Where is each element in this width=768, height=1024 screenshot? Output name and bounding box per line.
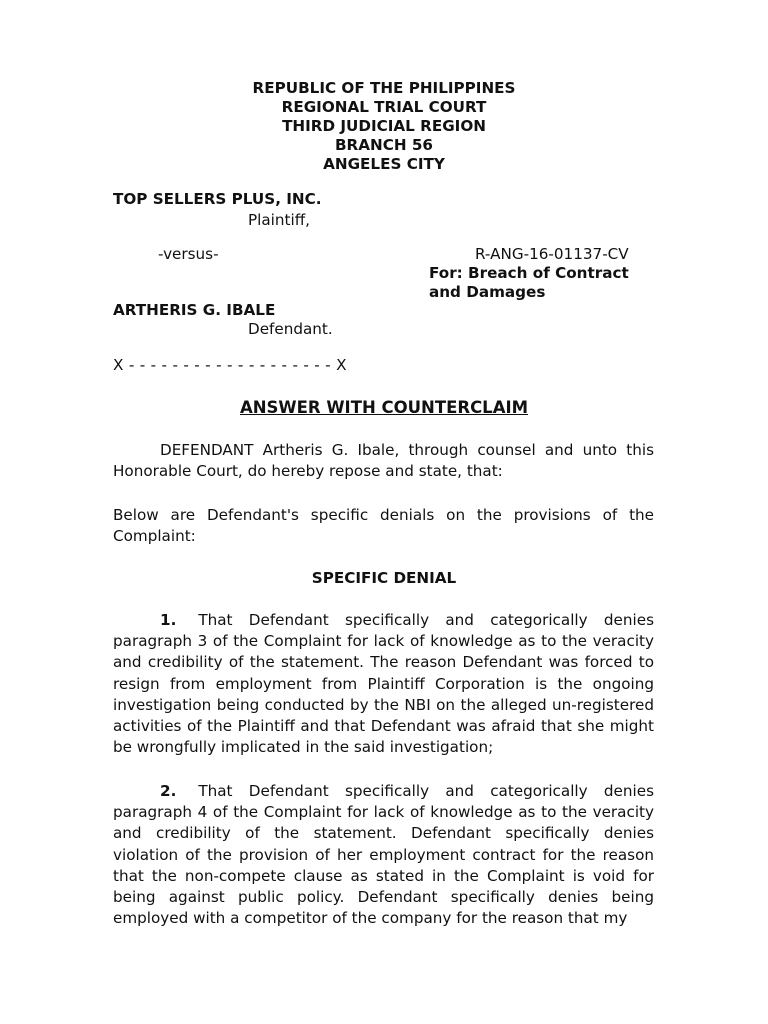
court-header-line: BRANCH 56 (334, 136, 433, 154)
court-header-line: REPUBLIC OF THE PHILIPPINES (252, 79, 516, 97)
case-number: R-ANG-16-01137-CV (475, 245, 629, 263)
intro-paragraph-2: Below are Defendant's specific denials on the provisions of the Complaint: (113, 506, 654, 546)
section-heading: SPECIFIC DENIAL (311, 569, 457, 587)
paragraph-number: 2. (160, 782, 177, 800)
versus-label: -versus- (158, 245, 219, 263)
case-nature-line: and Damages (429, 283, 546, 301)
court-header-line: REGIONAL TRIAL COURT (281, 98, 487, 116)
intro-paragraph: DEFENDANT Artheris G. Ibale, through counsel and unto this Honorable Court, do hereby repose and state, that: (113, 441, 654, 481)
court-header-line: ANGELES CITY (323, 155, 445, 173)
plaintiff-role: Plaintiff, (248, 211, 310, 229)
court-header (0, 79, 768, 174)
paragraph-text: That Defendant specifically and categorically denies paragraph 4 of the Complaint for lack of knowledge as to the veracity and credibility of the statement. Defendant specifically denies violation of the provision of her employment contract for the reason that the non-compete clause as stated in the Complaint is void for being against public policy. Defendant specifically denies being employed with a competitor of the company for the reason that my (113, 782, 654, 928)
caption-separator: X - - - - - - - - - - - - - - - - - - - X (113, 356, 347, 374)
defendant-role: Defendant. (248, 320, 333, 338)
plaintiff-name: TOP SELLERS PLUS, INC. (113, 190, 322, 208)
paragraph-text: That Defendant specifically and categorically denies paragraph 3 of the Complaint for lack of knowledge as to the veracity and credibility of the statement. The reason Defendant was forced to resign from employment from Plaintiff Corporation is the ongoing investigation being conducted by the NBI on the alleged un-registered activities of the Plaintiff and that Defendant was afraid that she might be wrongfully implicated in the said investigation; (113, 611, 654, 757)
case-nature-line: For: Breach of Contract (429, 264, 629, 282)
defendant-name: ARTHERIS G. IBALE (113, 301, 276, 319)
numbered-paragraph (113, 781, 654, 929)
document-title: ANSWER WITH COUNTERCLAIM (239, 398, 529, 417)
numbered-paragraph (113, 610, 654, 758)
paragraph-number: 1. (160, 611, 177, 629)
court-header-line: THIRD JUDICIAL REGION (282, 117, 486, 135)
